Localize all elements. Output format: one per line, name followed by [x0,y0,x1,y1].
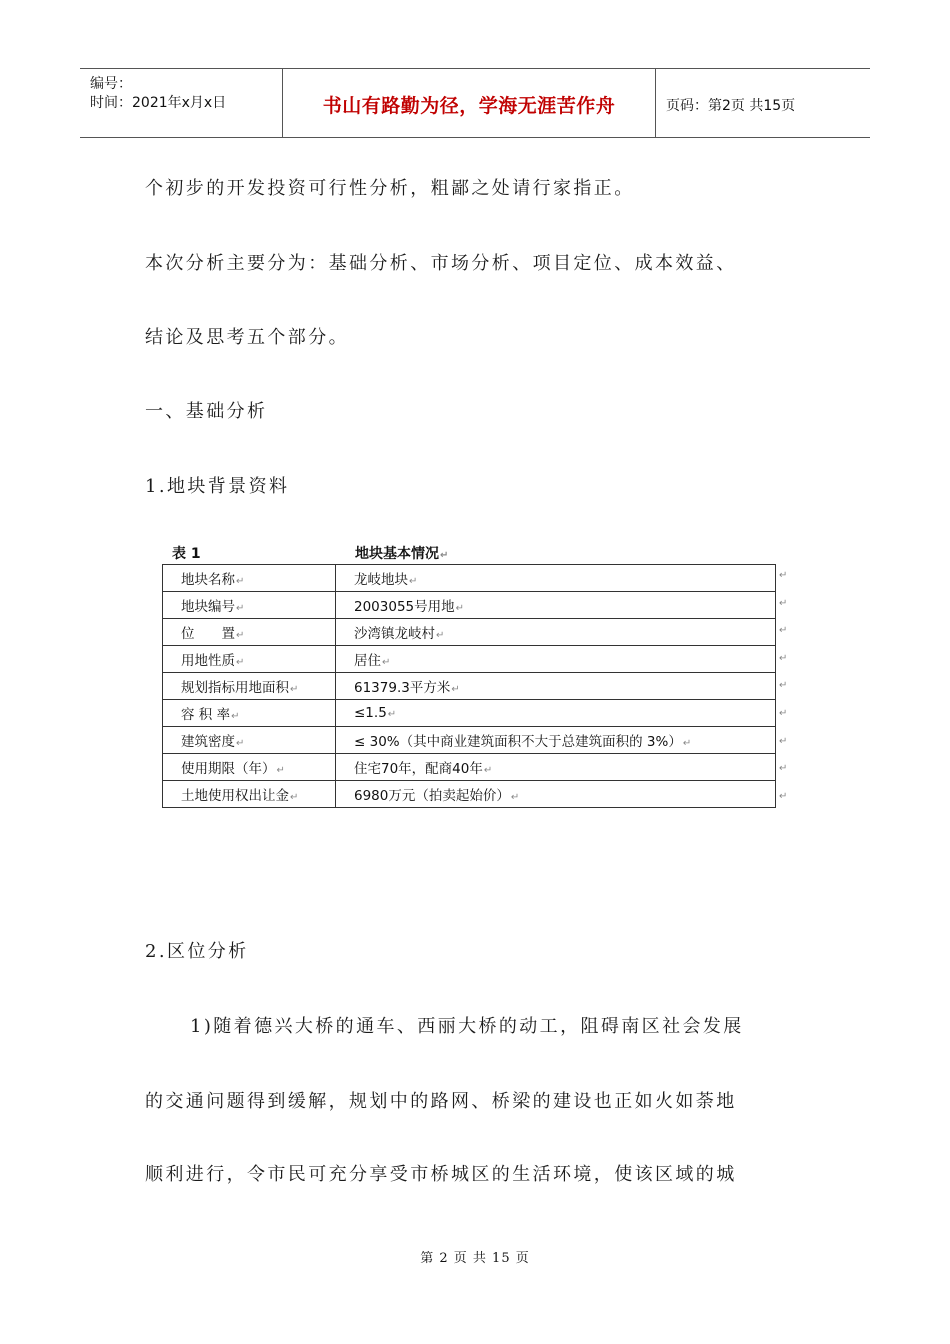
table-value-cell: ≤ 30%（其中商业建筑面积不大于总建筑面积的 3%）↵ [336,727,776,754]
row-end-mark: ↵ [779,790,788,802]
section-2-heading: 2.区位分析 [145,941,249,962]
document-header [80,68,870,138]
table-value-cell: 沙湾镇龙岐村↵ [336,619,776,646]
table-row [163,592,776,619]
row-end-mark: ↵ [779,597,788,609]
subsection-1-heading: 1.地块背景资料 [145,476,290,497]
table-field-cell: 用地性质↵ [163,646,336,673]
table-row [163,673,776,700]
table-field-cell: 建筑密度↵ [163,727,336,754]
table-caption-label: 表 1 [172,546,201,562]
header-page-cell [656,69,870,137]
table-row [163,565,776,592]
table-row [163,754,776,781]
row-end-mark: ↵ [779,652,788,664]
header-meta-cell [80,69,283,137]
row-end-mark: ↵ [779,680,788,692]
table-value-cell: 6980万元（拍卖起始价）↵ [336,781,776,808]
row-end-mark: ↵ [779,570,788,581]
table-row [163,700,776,727]
table-field-cell: 位 置↵ [163,619,336,646]
land-info-table [162,564,776,808]
row-end-mark: ↵ [779,763,788,775]
row-end-mark: ↵ [779,625,788,637]
body-line-3: 结论及思考五个部分。 [145,327,349,348]
table-field-cell: 土地使用权出让金↵ [163,781,336,808]
table-value-cell: 龙岐地块↵ [336,565,776,592]
body-line-1: 个初步的开发投资可行性分析，粗鄙之处请行家指正。 [145,178,635,199]
page-footer: 第 2 页 共 15 页 [420,1251,530,1266]
table-value-cell: 2003055号用地↵ [336,592,776,619]
table-caption-title: 地块基本情况↵ [355,546,449,562]
header-motto-cell [283,69,656,137]
body-line-2: 本次分析主要分为：基础分析、市场分析、项目定位、成本效益、 [145,253,737,274]
section-2-line-3: 顺利进行，令市民可充分享受市桥城区的生活环境，使该区域的城 [145,1164,737,1185]
table-row [163,781,776,808]
table-value-cell: ≤1.5↵ [336,700,776,727]
header-page-info: 页码：第2页 共15页 [666,98,796,114]
table-field-cell: 使用期限（年）↵ [163,754,336,781]
table-field-cell: 容 积 率↵ [163,700,336,727]
section-2-line-1: 1)随着德兴大桥的通车、西丽大桥的动工，阻碍南区社会发展 [190,1016,744,1037]
table-row [163,619,776,646]
row-end-mark: ↵ [779,735,788,747]
table-row [163,646,776,673]
section-2-line-2: 的交通问题得到缓解，规划中的路网、桥梁的建设也正如火如荼地 [145,1091,737,1112]
date-label: 时间：2021年x月x日 [90,95,227,111]
row-end-mark: ↵ [779,708,788,719]
table-row [163,727,776,754]
section-1-heading: 一、基础分析 [145,401,268,422]
table-value-cell: 居住↵ [336,646,776,673]
table-value-cell: 61379.3平方米↵ [336,673,776,700]
doc-number-label: 编号： [90,76,132,92]
table-field-cell: 规划指标用地面积↵ [163,673,336,700]
table-field-cell: 地块编号↵ [163,592,336,619]
table-field-cell: 地块名称↵ [163,565,336,592]
header-motto: 书山有路勤为径，学海无涯苦作舟 [322,95,616,117]
table-value-cell: 住宅70年，配商40年↵ [336,754,776,781]
